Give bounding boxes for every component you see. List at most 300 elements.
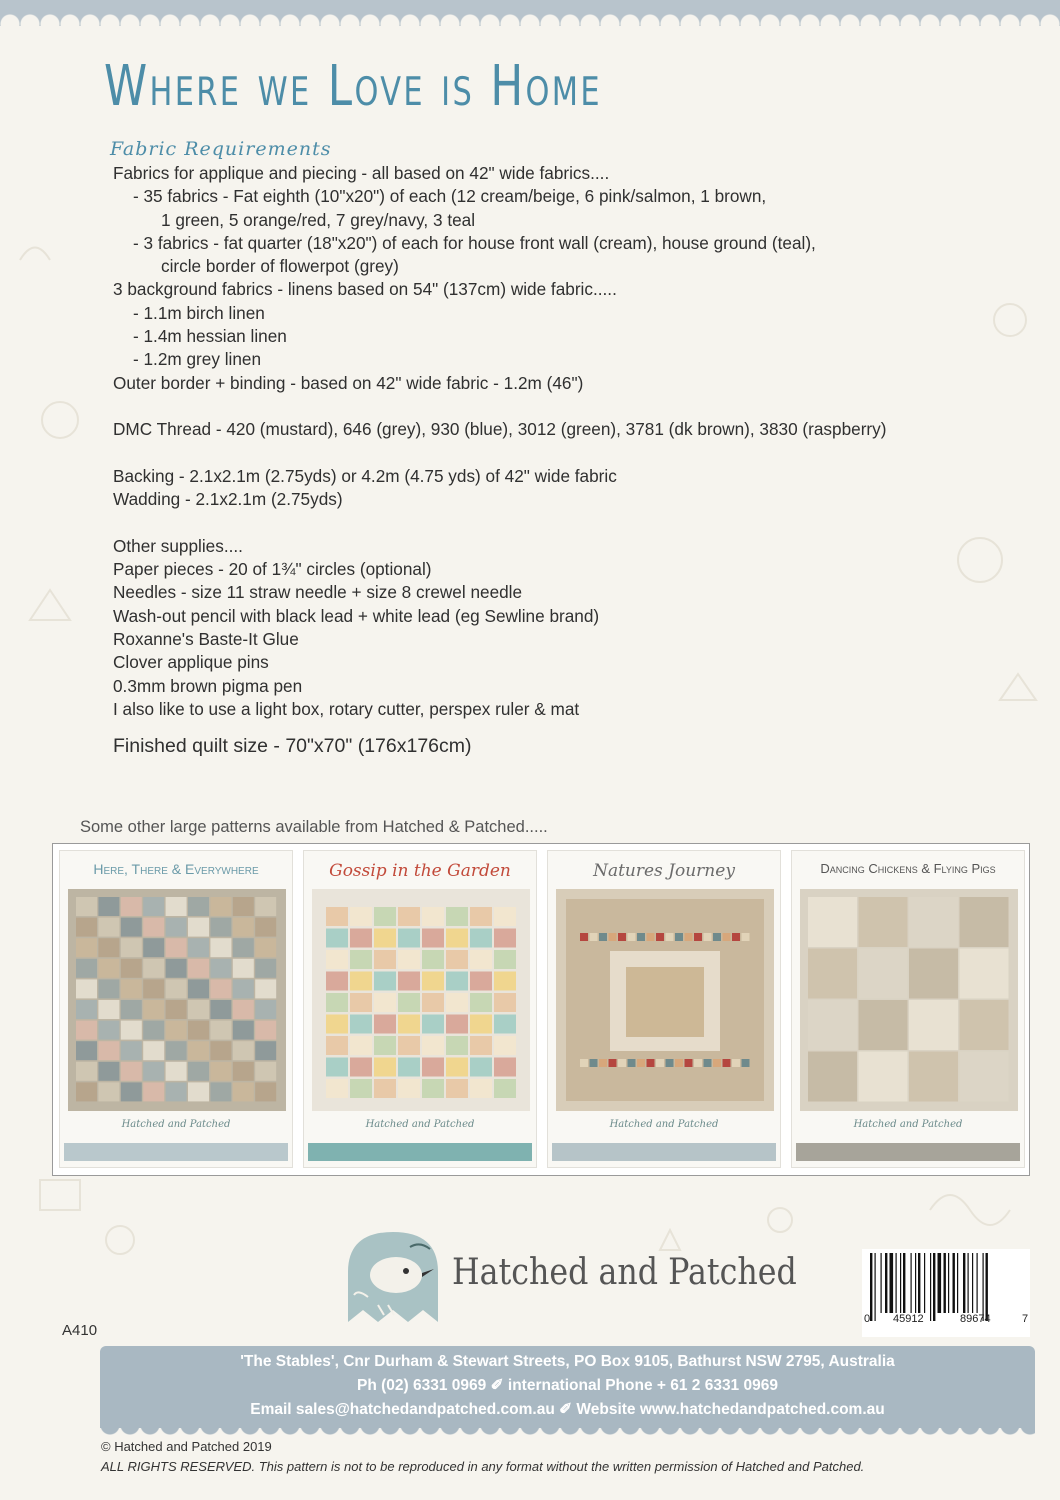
quilt-block (76, 918, 97, 937)
quilt-block (446, 993, 468, 1012)
top-scallop-border (0, 0, 1060, 26)
checker-square (590, 1059, 598, 1067)
quilt-block (210, 918, 231, 937)
quilt-block (121, 1000, 142, 1019)
barcode-bar (972, 1253, 973, 1313)
quilt-block (422, 907, 444, 926)
checker-square (723, 1059, 731, 1067)
quilt-block (210, 1082, 231, 1101)
pattern-card-band (64, 1143, 288, 1161)
checker-square (675, 1059, 683, 1067)
quilt-block (326, 907, 348, 926)
quilt-block (98, 959, 119, 978)
quilt-block (960, 1000, 1009, 1050)
quilt-block (98, 918, 119, 937)
quilt-block (233, 1021, 254, 1040)
quilt-block (494, 972, 516, 991)
needles-line: Needles - size 11 straw needle + size 8 crewel needle (113, 582, 523, 603)
other-patterns-strip (52, 843, 1030, 1176)
quilt-block (255, 897, 276, 916)
requirements-list (113, 162, 993, 758)
quilt-block (398, 1058, 420, 1077)
checker-square (666, 1059, 674, 1067)
quilt-block (350, 993, 372, 1012)
barcode-bar (953, 1253, 955, 1313)
quilt-block (210, 1062, 231, 1081)
quilt-block (166, 1062, 187, 1081)
quilt-block (859, 897, 908, 947)
pattern-card-logo: Hatched and Patched (853, 1119, 963, 1130)
quilt-block (233, 1041, 254, 1060)
quilt-block (422, 929, 444, 948)
quilt-block (422, 1015, 444, 1034)
contact-band-scallop (100, 1425, 1035, 1439)
linen-item-grey: - 1.2m grey linen (133, 349, 262, 370)
quilt-block (166, 1082, 187, 1101)
quilt-block (960, 1052, 1009, 1102)
quilt-block (494, 1079, 516, 1098)
contact-email-website[interactable]: Email sales@hatchedandpatched.com.au ✐ Website www.hatchedandpatched.com.au (250, 1401, 885, 1418)
barcode-bar (986, 1253, 988, 1321)
quilt-block (143, 1082, 164, 1101)
pattern-card-band (796, 1143, 1020, 1161)
quilt-block (76, 979, 97, 998)
quilt-block (398, 1036, 420, 1055)
quilt-block (76, 1082, 97, 1101)
quilt-block (121, 1041, 142, 1060)
checker-square (599, 933, 607, 941)
pattern-card-title: Dancing Chickens & Flying Pigs (820, 861, 996, 876)
quilt-block (255, 1041, 276, 1060)
quilt-block (398, 1015, 420, 1034)
pattern-card-here-there-everywhere[interactable] (59, 850, 293, 1168)
rights-notice: ALL RIGHTS RESERVED. This pattern is not to be reproduced in any format without the written permission of Hatched and Patched. (101, 1459, 865, 1474)
barcode-digit-check: 7 (1022, 1313, 1029, 1325)
quilt-block (76, 1062, 97, 1081)
pins-line: Clover applique pins (113, 652, 269, 673)
quilt-block (446, 929, 468, 948)
quilt-block (470, 993, 492, 1012)
quilt-block (446, 1015, 468, 1034)
checker-square (618, 933, 626, 941)
pattern-card-natures-journey[interactable] (547, 850, 781, 1168)
quilt-block (98, 1082, 119, 1101)
quilt-block (326, 993, 348, 1012)
quilt-block (188, 979, 209, 998)
quilt-block (374, 907, 396, 926)
quilt-block (76, 938, 97, 957)
contact-phone: Ph (02) 6331 0969 ✐ international Phone + 61 2 6331 0969 (357, 1377, 778, 1394)
quilt-photo-applique-sampler (800, 889, 1018, 1111)
quilt-block (166, 1041, 187, 1060)
quilt-block (326, 1058, 348, 1077)
quilt-block (233, 1000, 254, 1019)
quilt-block (76, 1041, 97, 1060)
checker-square (580, 1059, 588, 1067)
quilt-block (350, 1015, 372, 1034)
quilt-block (374, 950, 396, 969)
quilt-block (143, 979, 164, 998)
checker-square (609, 1059, 617, 1067)
quilt-photo-checkerboard (68, 889, 286, 1111)
quilt-block (255, 918, 276, 937)
dmc-thread-line: DMC Thread - 420 (mustard), 646 (grey), 930 (blue), 3012 (green), 3781 (dk brown), 3830 (raspberry) (113, 419, 887, 440)
quilt-photo-garden-medallion (312, 889, 530, 1111)
quilt-block (422, 993, 444, 1012)
quilt-block (422, 1036, 444, 1055)
quilt-block (188, 1000, 209, 1019)
barcode-bar (915, 1253, 916, 1313)
pattern-card-logo: Hatched and Patched (609, 1119, 719, 1130)
quilt-block (143, 1041, 164, 1060)
checker-square (694, 1059, 702, 1067)
outer-border-line: Outer border + binding - based on 42" wide fabric - 1.2m (46") (113, 372, 584, 393)
checker-square (590, 933, 598, 941)
quilt-block (374, 1079, 396, 1098)
paper-pieces-line: Paper pieces - 20 of 1¾" circles (optional) (113, 559, 432, 580)
quilt-block (374, 929, 396, 948)
barcode-digit-left: 45912 (893, 1313, 924, 1325)
quilt-block (909, 1000, 958, 1050)
quilt-block (446, 907, 468, 926)
barcode-bar (977, 1253, 978, 1313)
quilt-block (422, 972, 444, 991)
pattern-card-logo: Hatched and Patched (365, 1119, 475, 1130)
quilt-block (350, 907, 372, 926)
pattern-code: A410 (62, 1322, 98, 1339)
quilt-block (210, 938, 231, 957)
checker-square (637, 933, 645, 941)
quilt-block (494, 1015, 516, 1034)
barcode-bar (938, 1253, 942, 1313)
quilt-block (326, 929, 348, 948)
quilt-block (233, 1062, 254, 1081)
barcode-bar (957, 1253, 958, 1313)
quilt-block (326, 950, 348, 969)
other-supplies-intro: Other supplies.... (113, 535, 243, 556)
quilt-block (255, 959, 276, 978)
quilt-block (210, 1000, 231, 1019)
quilt-block (233, 1082, 254, 1101)
barcode-bar (885, 1253, 887, 1313)
fat-eighth-line-1: - 35 fabrics - Fat eighth (10"x20") of each (12 cream/beige, 6 pink/salmon, 1 brown, (133, 186, 767, 207)
checker-square (732, 1059, 740, 1067)
quilt-block (188, 1062, 209, 1081)
quilt-block (808, 1052, 857, 1102)
barcode-bar (875, 1253, 876, 1321)
quilt-block (494, 1036, 516, 1055)
quilt-block (233, 918, 254, 937)
quilt-block (76, 1021, 97, 1040)
quilt-block (398, 929, 420, 948)
quilt-block (398, 907, 420, 926)
barcode-bar (983, 1253, 984, 1321)
quilt-block (909, 897, 958, 947)
quilt-block (121, 1082, 142, 1101)
barcode-bar (918, 1253, 920, 1313)
quilt-photo-medallion-border (556, 889, 774, 1111)
quilt-block (143, 1000, 164, 1019)
fat-eighth-line-2: 1 green, 5 orange/red, 7 grey/navy, 3 teal (161, 209, 476, 230)
checker-square (685, 933, 693, 941)
checker-square (713, 933, 721, 941)
brand-name: Hatched and Patched (452, 1252, 797, 1293)
quilt-block (166, 1000, 187, 1019)
contact-address: 'The Stables', Cnr Durham & Stewart Streets, PO Box 9105, Bathurst NSW 2795, Australia (240, 1353, 895, 1370)
quilt-block (374, 1036, 396, 1055)
barcode-bar (911, 1253, 912, 1313)
quilt-block (210, 959, 231, 978)
quilt-block (188, 1041, 209, 1060)
page-title: Where we Love is Home (104, 54, 602, 119)
quilt-block (98, 938, 119, 957)
barcode-bar (890, 1253, 894, 1313)
checker-square (694, 933, 702, 941)
center-medallion-inner (626, 967, 704, 1037)
checker-square (713, 1059, 721, 1067)
quilt-block (960, 949, 1009, 999)
quilt-block (494, 929, 516, 948)
quilt-block (808, 897, 857, 947)
quilt-block (121, 1021, 142, 1040)
quilt-block (76, 959, 97, 978)
quilt-block (143, 1021, 164, 1040)
barcode-bar (924, 1253, 925, 1313)
quilt-block (76, 1000, 97, 1019)
linen-item-hessian: - 1.4m hessian linen (133, 326, 287, 347)
barcode-digit-right: 89674 (960, 1313, 991, 1325)
quilt-block (326, 1015, 348, 1034)
quilt-block (808, 949, 857, 999)
barcode (862, 1249, 1030, 1337)
quilt-block (446, 1079, 468, 1098)
background-fabrics-intro: 3 background fabrics - linens based on 54" (137cm) wide fabric..... (113, 279, 617, 300)
quilt-block (255, 979, 276, 998)
quilt-block (422, 1058, 444, 1077)
checker-square (675, 933, 683, 941)
quilt-block (98, 1000, 119, 1019)
pattern-card-band (308, 1143, 532, 1161)
quilt-block (960, 897, 1009, 947)
quilt-block (374, 972, 396, 991)
quilt-block (98, 1021, 119, 1040)
quilt-block (350, 950, 372, 969)
barcode-bar (881, 1253, 882, 1313)
quilt-block (470, 1015, 492, 1034)
quilt-block (143, 897, 164, 916)
checker-square (637, 1059, 645, 1067)
quilt-block (374, 993, 396, 1012)
quilt-block (210, 1021, 231, 1040)
quilt-block (98, 979, 119, 998)
checker-square (599, 1059, 607, 1067)
copyright-notice: © Hatched and Patched 2019 (101, 1439, 272, 1454)
fabrics-intro: Fabrics for applique and piecing - all based on 42" wide fabrics.... (113, 163, 610, 183)
quilt-block (350, 972, 372, 991)
quilt-block (909, 1052, 958, 1102)
quilt-block (398, 993, 420, 1012)
barcode-digit-prefix: 0 (864, 1313, 871, 1325)
barcode-bar (870, 1253, 872, 1321)
quilt-block (98, 1041, 119, 1060)
quilt-block (446, 972, 468, 991)
quilt-block (188, 1082, 209, 1101)
quilt-block (350, 1058, 372, 1077)
quilt-block (98, 1062, 119, 1081)
barcode-bar (930, 1253, 931, 1321)
quilt-block (398, 950, 420, 969)
quilt-block (422, 950, 444, 969)
quilt-block (166, 979, 187, 998)
quilt-block (143, 918, 164, 937)
quilt-block (188, 938, 209, 957)
quilt-block (210, 979, 231, 998)
checker-square (580, 933, 588, 941)
checker-square (732, 933, 740, 941)
quilt-block (121, 979, 142, 998)
quilt-block (121, 897, 142, 916)
quilt-block (326, 1036, 348, 1055)
checker-square (656, 933, 664, 941)
pattern-card-gossip-in-the-garden[interactable] (303, 850, 537, 1168)
quilt-block (188, 1021, 209, 1040)
quilt-block (210, 1041, 231, 1060)
checker-square (742, 933, 750, 941)
quilt-block (350, 929, 372, 948)
barcode-bar (896, 1253, 897, 1313)
fat-quarter-line-2: circle border of flowerpot (grey) (161, 256, 399, 277)
pattern-card-band (552, 1143, 776, 1161)
quilt-block (76, 897, 97, 916)
quilt-block (143, 938, 164, 957)
quilt-block (859, 1000, 908, 1050)
quilt-block (470, 929, 492, 948)
quilt-block (121, 918, 142, 937)
quilt-block (166, 918, 187, 937)
quilt-block (808, 1000, 857, 1050)
quilt-block (233, 938, 254, 957)
quilt-block (255, 1062, 276, 1081)
quilt-block (470, 972, 492, 991)
quilt-block (398, 972, 420, 991)
pattern-card-title: Gossip in the Garden (329, 861, 511, 881)
quilt-block (188, 959, 209, 978)
quilt-block (166, 959, 187, 978)
checker-square (628, 1059, 636, 1067)
quilt-block (233, 897, 254, 916)
quilt-block (470, 1036, 492, 1055)
quilt-block (255, 938, 276, 957)
lightbox-line: I also like to use a light box, rotary cutter, perspex ruler & mat (113, 698, 580, 719)
quilt-block (374, 1015, 396, 1034)
quilt-block (859, 1052, 908, 1102)
quilt-block (255, 1000, 276, 1019)
barcode-bar (968, 1253, 969, 1313)
quilt-block (446, 950, 468, 969)
finished-size-line: Finished quilt size - 70"x70" (176x176cm) (113, 735, 472, 758)
quilt-block (494, 907, 516, 926)
checker-square (609, 933, 617, 941)
quilt-block (446, 1058, 468, 1077)
barcode-bar (900, 1253, 901, 1313)
checker-square (647, 1059, 655, 1067)
wadding-line: Wadding - 2.1x2.1m (2.75yds) (113, 489, 343, 510)
pencil-line: Wash-out pencil with black lead + white lead (eg Sewline brand) (113, 605, 600, 626)
pattern-card-title: Natures Journey (593, 861, 735, 881)
contact-details (100, 1350, 1035, 1422)
checker-square (666, 933, 674, 941)
checker-square (647, 933, 655, 941)
quilt-block (233, 979, 254, 998)
quilt-block (98, 897, 119, 916)
quilt-block (255, 1082, 276, 1101)
checker-square (723, 933, 731, 941)
quilt-block (143, 1062, 164, 1081)
checker-square (656, 1059, 664, 1067)
quilt-block (166, 897, 187, 916)
checker-square (628, 933, 636, 941)
other-patterns-heading: Some other large patterns available from Hatched & Patched..... (80, 818, 548, 836)
quilt-block (422, 1079, 444, 1098)
checker-square (742, 1059, 750, 1067)
barcode-bar (903, 1253, 905, 1313)
glue-line: Roxanne's Baste-It Glue (113, 628, 299, 649)
quilt-block (494, 950, 516, 969)
fat-quarter-line-1: - 3 fabrics - fat quarter (18"x20") of each for house front wall (cream), house ground (teal), (133, 232, 816, 253)
bird-ghost-logo-icon (338, 1227, 448, 1327)
quilt-block (121, 938, 142, 957)
quilt-block (398, 1079, 420, 1098)
linen-item-birch: - 1.1m birch linen (133, 302, 265, 323)
quilt-block (350, 1079, 372, 1098)
quilt-block (470, 950, 492, 969)
quilt-block (494, 1058, 516, 1077)
checker-square (685, 1059, 693, 1067)
backing-line: Backing - 2.1x2.1m (2.75yds) or 4.2m (4.75 yds) of 42" wide fabric (113, 465, 617, 486)
quilt-block (859, 949, 908, 999)
barcode-bar (963, 1253, 965, 1313)
quilt-block (470, 1058, 492, 1077)
quilt-block (374, 1058, 396, 1077)
quilt-block (446, 1036, 468, 1055)
pen-line: 0.3mm brown pigma pen (113, 675, 303, 696)
barcode-bar (933, 1253, 935, 1321)
quilt-block (166, 1021, 187, 1040)
quilt-block (350, 1036, 372, 1055)
quilt-block (326, 1079, 348, 1098)
quilt-block (121, 959, 142, 978)
fabric-requirements-heading: Fabric Requirements (110, 138, 332, 160)
quilt-block (143, 959, 164, 978)
quilt-block (210, 897, 231, 916)
quilt-block (188, 897, 209, 916)
quilt-block (255, 1021, 276, 1040)
barcode-bar (944, 1253, 946, 1313)
quilt-block (470, 1079, 492, 1098)
pattern-card-logo: Hatched and Patched (121, 1119, 231, 1130)
quilt-block (233, 959, 254, 978)
barcode-bar (948, 1253, 949, 1313)
quilt-block (166, 938, 187, 957)
quilt-block (121, 1062, 142, 1081)
checker-square (704, 1059, 712, 1067)
quilt-block (470, 907, 492, 926)
checker-square (704, 933, 712, 941)
quilt-block (909, 949, 958, 999)
quilt-block (188, 918, 209, 937)
pattern-card-dancing-chickens[interactable] (791, 850, 1025, 1168)
quilt-block (494, 993, 516, 1012)
